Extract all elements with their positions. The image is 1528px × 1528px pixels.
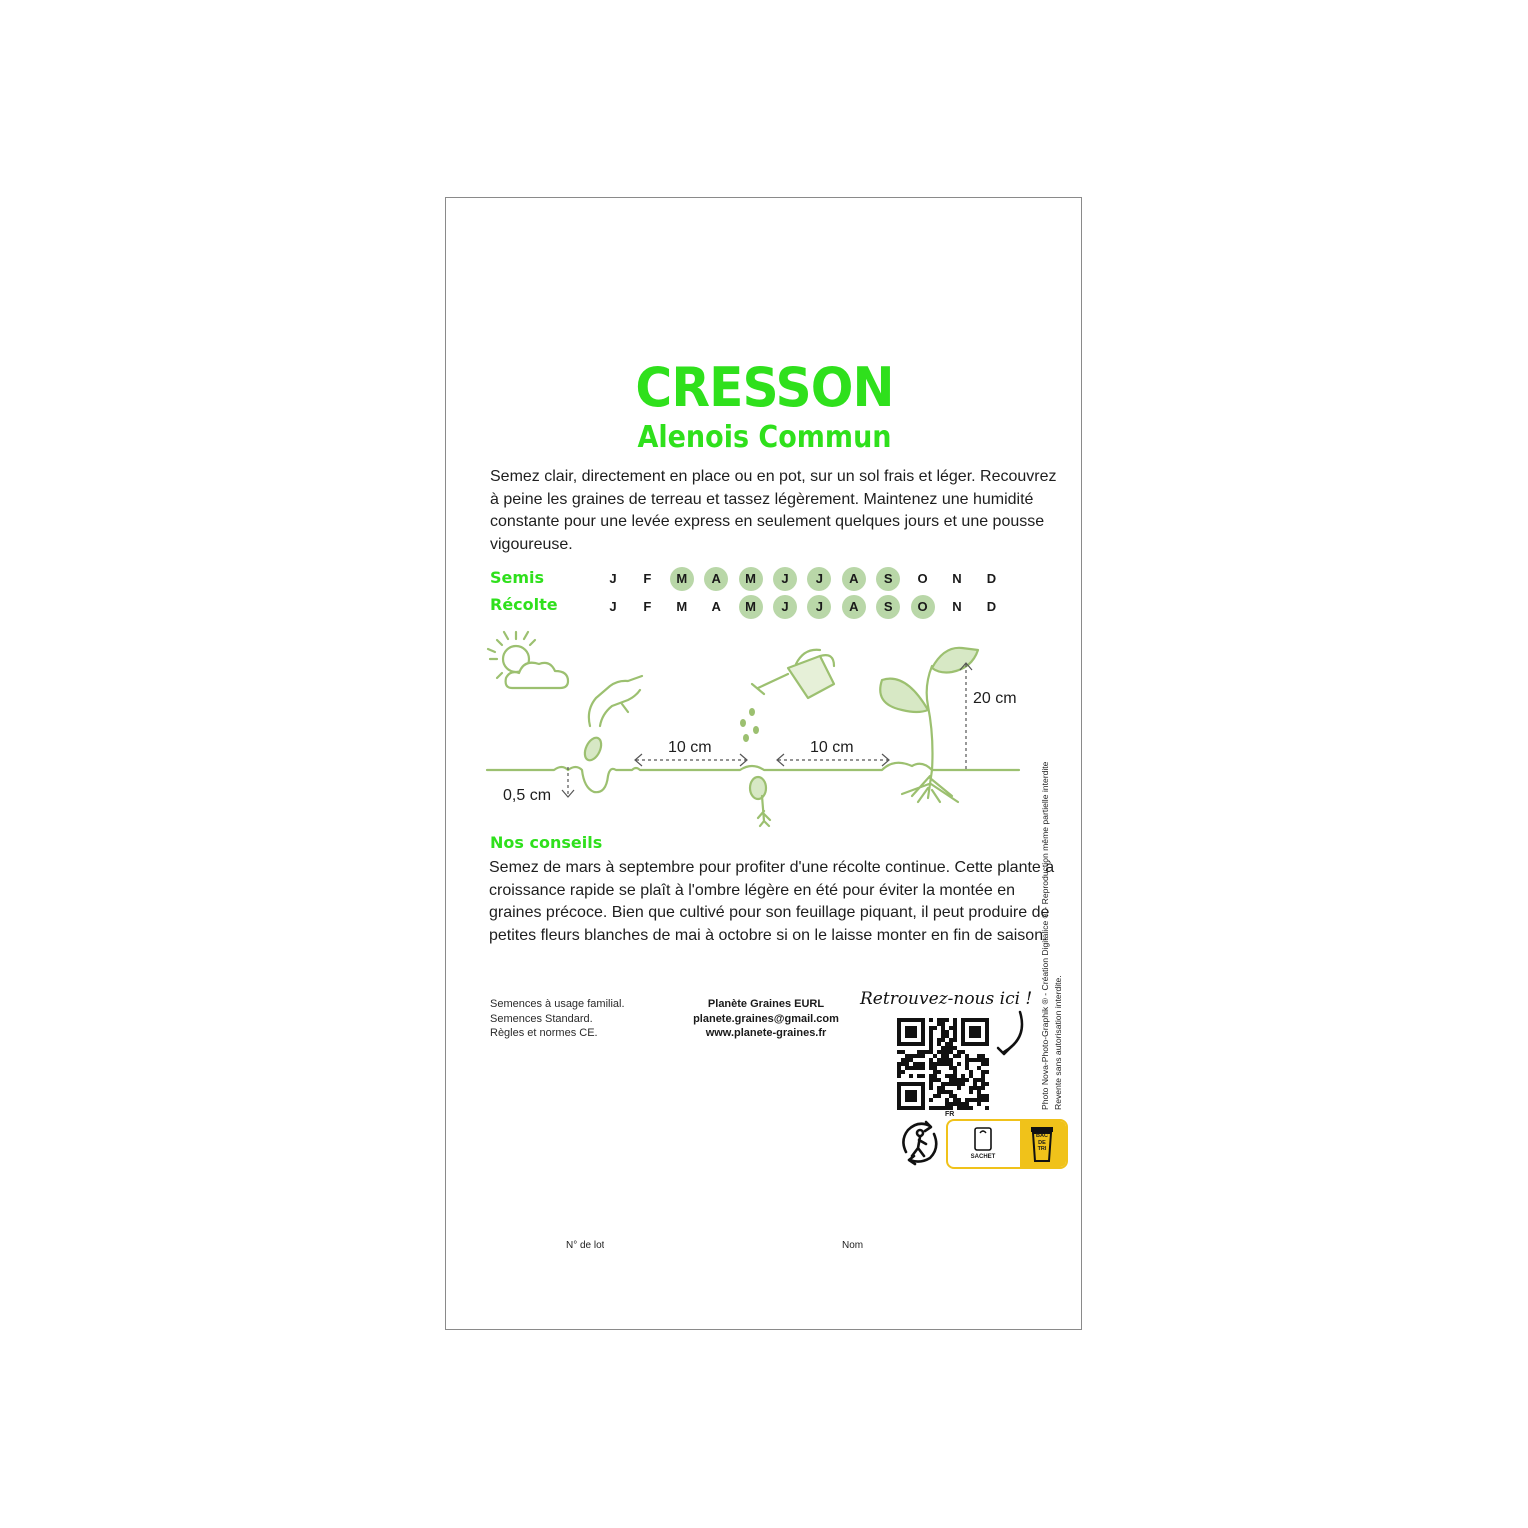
arrow-icon: [994, 1010, 1032, 1062]
calendar-month: J: [773, 567, 797, 591]
calendar-month: S: [876, 595, 900, 619]
depth-label: 0,5 cm: [503, 787, 552, 804]
legal-line-3: Règles et normes CE.: [490, 1027, 598, 1039]
water-drops-icon: [740, 708, 759, 742]
calendar-month: A: [711, 599, 721, 614]
seed-packet: [445, 197, 1082, 1330]
calendar-label-recolte: Récolte: [490, 595, 558, 614]
bin-label: BAC DE TRI: [1036, 1133, 1048, 1152]
company-website[interactable]: www.planete-graines.fr: [705, 1027, 827, 1039]
sachet-icon: [972, 1125, 994, 1153]
calendar-month: A: [842, 595, 866, 619]
calendar-month: M: [739, 595, 763, 619]
legal-line-1: Semences à usage familial.: [490, 998, 625, 1010]
calendar-month: O: [911, 595, 935, 619]
credits-line-1: Photo Nova-Photo-Graphik ® - Création Digitalice ® - Reproduction même partielle interdite: [1040, 761, 1050, 1110]
calendar-month: J: [609, 599, 617, 614]
company-name: Planète Graines EURL: [707, 998, 825, 1010]
company-info: [666, 997, 866, 1041]
calendar-month: M: [739, 567, 763, 591]
spacing-label-1: 10 cm: [668, 739, 712, 756]
calendar-month: A: [842, 567, 866, 591]
calendar-month: M: [676, 599, 688, 614]
qr-caption: Retrouvez-nous ici !: [860, 989, 1033, 1009]
calendar-month: D: [986, 571, 997, 586]
calendar-month: F: [643, 571, 652, 586]
height-label: 20 cm: [973, 690, 1017, 707]
legal-info: [490, 997, 625, 1041]
calendar-month: J: [773, 595, 797, 619]
product-variety: Alenois Commun: [637, 420, 892, 455]
plant-icon: [880, 648, 978, 802]
calendar-label-semis: Semis: [490, 568, 545, 587]
calendar-month: J: [807, 567, 831, 591]
credits-line-2: Revente sans autorisation interdite.: [1053, 975, 1063, 1110]
calendar-month: M: [670, 567, 694, 591]
cloud-icon: [506, 663, 568, 688]
watering-can-icon: [752, 650, 834, 698]
calendar-month: N: [952, 571, 962, 586]
qr-code[interactable]: [897, 1018, 989, 1110]
calendar-month: S: [876, 567, 900, 591]
planting-diagram: [482, 626, 1042, 831]
calendar-month: A: [704, 567, 728, 591]
sprouting-seed-icon: [750, 777, 770, 826]
name-label: Nom: [842, 1240, 863, 1251]
triman-icon: [896, 1118, 944, 1166]
conseils-text: Semez de mars à septembre pour profiter d'une récolte continue. Cette plante à croissance rapide se plaît à l'ombre légère en été pour éviter la montée en graines précoce. Bien que cultivé pour son feuillage piquant, il peut produire de petites fleurs blanches de mai à octobre si on le laisse monter en fin de saison.: [489, 859, 1055, 944]
intro-text: Semez clair, directement en place ou en pot, sur un sol frais et léger. Recouvrez à peine les graines de terreau et tassez légèrement. Maintenez une humidité constante pour une levée express en seulement quelques jours et une pousse vigoureuse.: [490, 468, 1057, 553]
hand-icon: [589, 676, 642, 726]
seed-icon: [582, 735, 605, 763]
company-email[interactable]: planete.graines@gmail.com: [693, 1012, 839, 1025]
calendar-month: J: [807, 595, 831, 619]
product-title: CRESSON: [635, 356, 894, 419]
spacing-label-2: 10 cm: [810, 739, 854, 756]
info-tri-box: [946, 1119, 1068, 1169]
calendar-month: N: [952, 599, 962, 614]
calendar-month: J: [609, 571, 617, 586]
conseils-title: Nos conseils: [490, 833, 603, 852]
sachet-label: SACHET: [970, 1154, 996, 1160]
country-label: FR: [945, 1111, 955, 1118]
calendar-month: O: [917, 571, 928, 586]
calendar-month: D: [986, 599, 997, 614]
calendar-month: F: [643, 599, 652, 614]
legal-line-2: Semences Standard.: [490, 1012, 593, 1025]
lot-number-label: N° de lot: [566, 1240, 605, 1248]
